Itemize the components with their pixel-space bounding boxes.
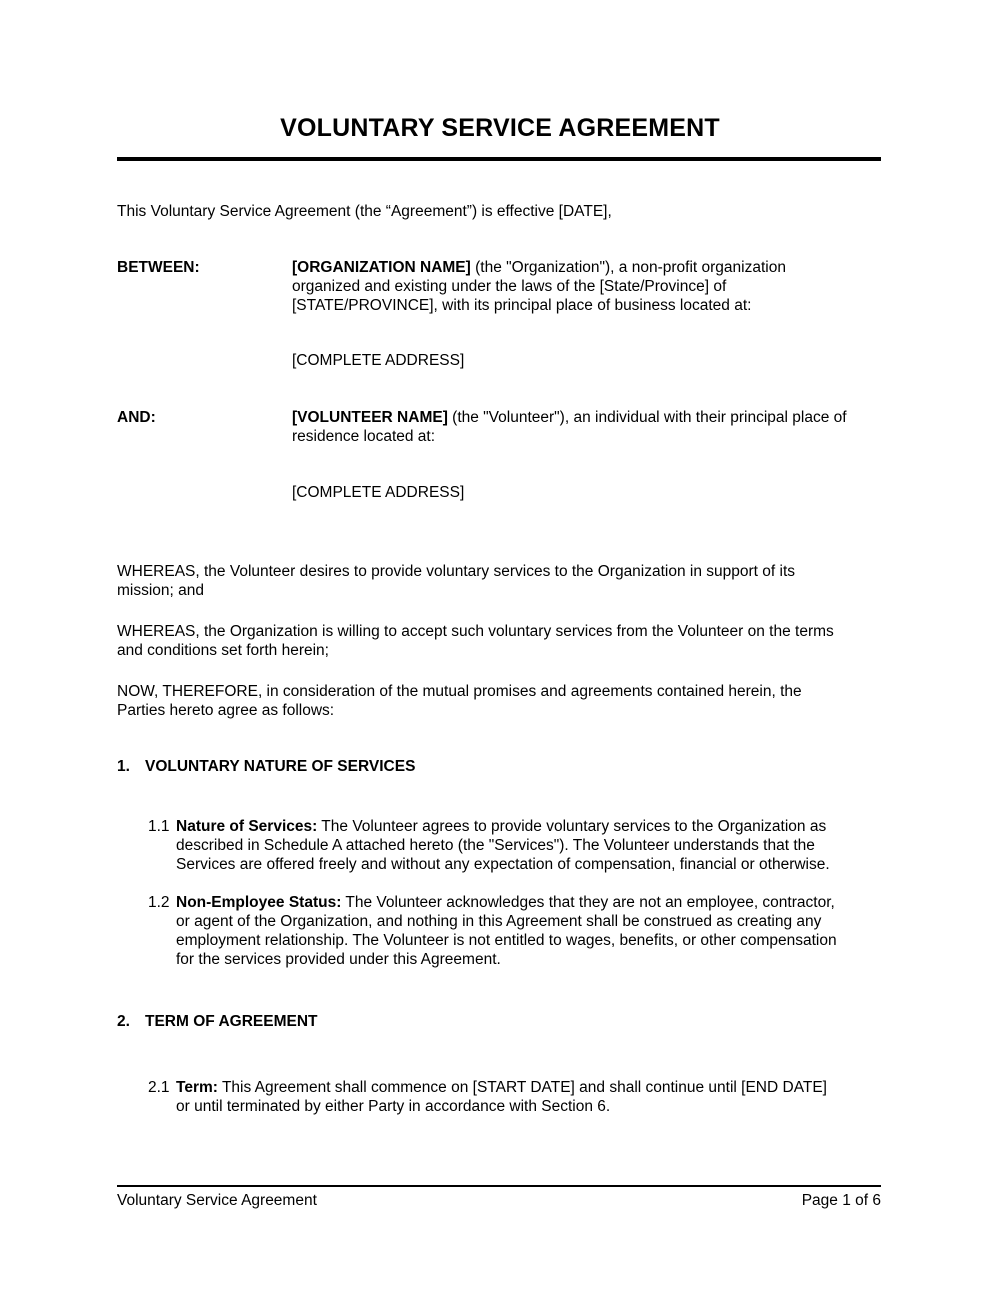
clause-line: The Volunteer acknowledges that they are not an employee, contractor, [341,894,835,911]
party-text-line: (the "Volunteer"), an individual with their principal place of [447,409,847,426]
clause-line: or until terminated by either Party in accordance with Section 6. [176,1098,611,1115]
party-label-and: AND: [117,409,156,426]
section-title: TERM OF AGREEMENT [145,1013,318,1030]
recital-line: and conditions set forth herein; [117,642,329,659]
footer-document-name: Voluntary Service Agreement [117,1192,317,1209]
party-text-line: residence located at: [292,428,436,445]
footer-page-number: Page 1 of 6 [801,1192,881,1209]
intro-paragraph: This Voluntary Service Agreement (the “Agreement”) is effective [DATE], [117,203,612,220]
clause-term: Term: [176,1079,218,1096]
clause-line: described in Schedule A attached hereto (the "Services"). The Volunteer understands that the [176,837,815,854]
party-text-line: (the "Organization"), a non-profit organization [470,259,786,276]
document-title: VOLUNTARY SERVICE AGREEMENT [280,114,720,142]
clause-line: This Agreement shall commence on [START DATE] and shall continue until [END DATE] [217,1079,827,1096]
party-volunteer [292,408,892,446]
clause-1-2 [148,893,888,969]
recital-line: WHEREAS, the Organization is willing to accept such voluntary services from the Volunteer on the terms [117,623,834,640]
recital-now-therefore [117,682,881,720]
clause-term: Nature of Services: [176,818,318,835]
footer-divider [117,1185,881,1187]
volunteer-address-placeholder: [COMPLETE ADDRESS] [292,484,465,501]
section-heading-1 [117,757,415,776]
recital-line: NOW, THEREFORE, in consideration of the mutual promises and agreements contained herein, the [117,683,802,700]
recital-line: mission; and [117,582,205,599]
clause-1-1 [148,817,888,874]
section-number: 2. [117,1013,130,1030]
clause-number: 2.1 [148,1079,170,1096]
organization-name-placeholder: [ORGANIZATION NAME] [292,259,471,276]
party-organization [292,258,892,315]
clause-line: employment relationship. The Volunteer is not entitled to wages, benefits, or other compensation [176,932,837,949]
organization-address-placeholder: [COMPLETE ADDRESS] [292,352,465,369]
recital-line: WHEREAS, the Volunteer desires to provide voluntary services to the Organization in support of its [117,563,796,580]
party-label-between: BETWEEN: [117,259,200,276]
clause-2-1 [148,1078,888,1116]
volunteer-name-placeholder: [VOLUNTEER NAME] [292,409,448,426]
section-number: 1. [117,758,130,775]
recital-whereas-1 [117,562,881,600]
clause-line: The Volunteer agrees to provide voluntary services to the Organization as [317,818,827,835]
party-text-line: [STATE/PROVINCE], with its principal place of business located at: [292,297,752,314]
section-heading-2 [117,1012,318,1031]
section-title: VOLUNTARY NATURE OF SERVICES [145,758,416,775]
clause-number: 1.1 [148,818,170,835]
recital-whereas-2 [117,622,881,660]
clause-line: or agent of the Organization, and nothing in this Agreement shall be construed as creating any [176,913,822,930]
recital-line: Parties hereto agree as follows: [117,702,335,719]
party-text-line: organized and existing under the laws of the [State/Province] of [292,278,727,295]
title-divider [117,157,881,161]
clause-term: Non-Employee Status: [176,894,342,911]
clause-number: 1.2 [148,894,170,911]
clause-line: for the services provided under this Agreement. [176,951,501,968]
clause-line: Services are offered freely and without any expectation of compensation, financial or otherwise. [176,856,830,873]
